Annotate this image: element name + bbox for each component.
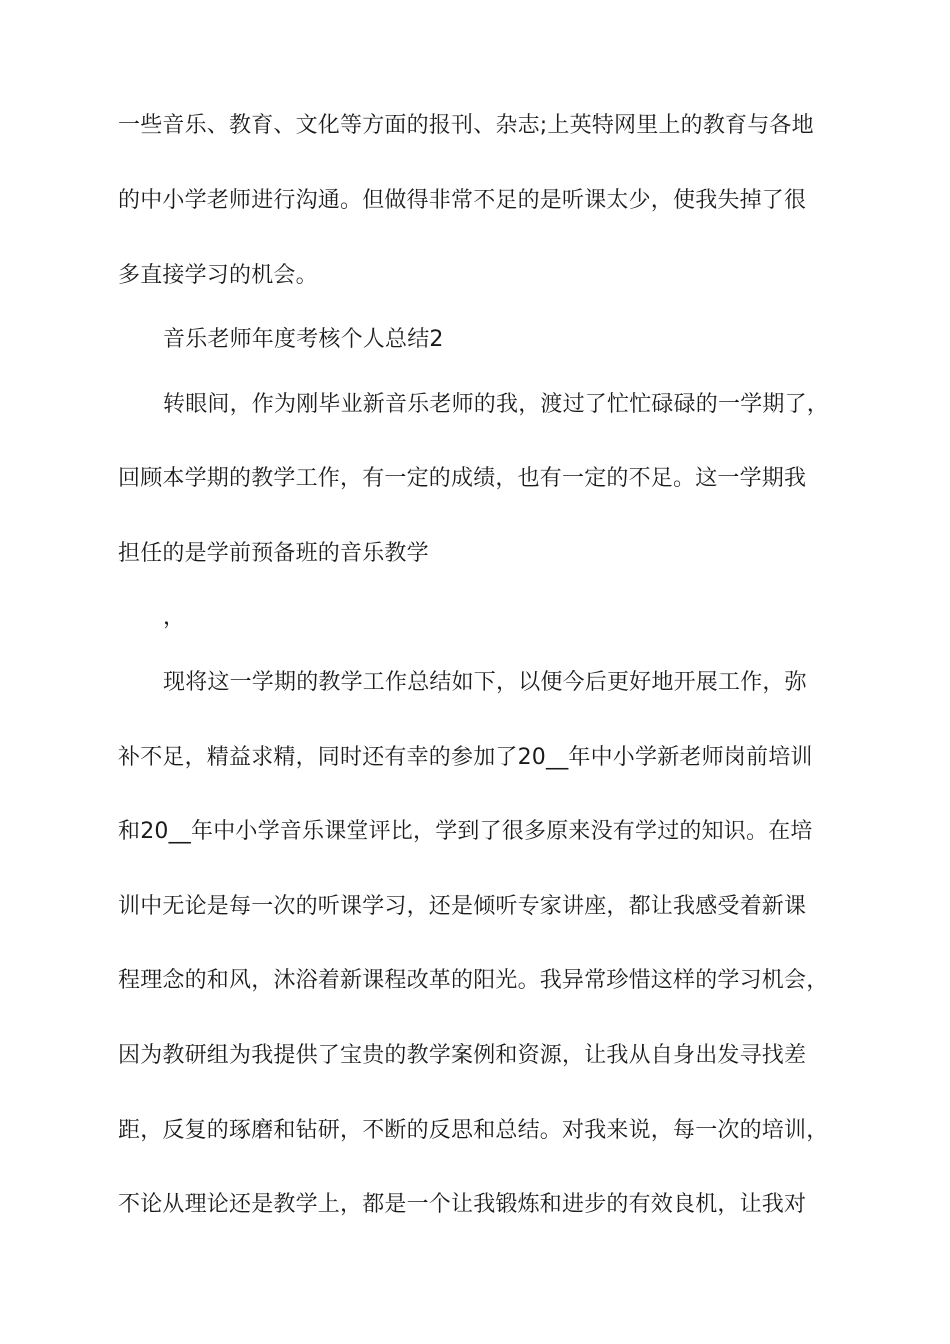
text-line: 的中小学老师进行沟通。但做得非常不足的是听课太少，使我失掉了很 bbox=[118, 188, 807, 213]
text-line: 距，反复的琢磨和钻研，不断的反思和总结。对我来说，每一次的培训， bbox=[118, 1118, 829, 1143]
text-line: 多直接学习的机会。 bbox=[118, 263, 318, 288]
text-line: 担任的是学前预备班的音乐教学 bbox=[118, 541, 429, 566]
section-heading: 音乐老师年度考核个人总结2 bbox=[163, 327, 444, 352]
text-line: 不论从理论还是教学上，都是一个让我锻炼和进步的有效良机，让我对 bbox=[118, 1192, 807, 1217]
text-line: 因为教研组为我提供了宝贵的教学案例和资源，让我从自身出发寻找差 bbox=[118, 1043, 807, 1068]
text-line: 补不足，精益求精，同时还有幸的参加了20__年中小学新老师岗前培训 bbox=[118, 745, 813, 770]
text-line: 程理念的和风，沐浴着新课程改革的阳光。我异常珍惜这样的学习机会， bbox=[118, 968, 829, 993]
text-line: 转眼间，作为刚毕业新音乐老师的我，渡过了忙忙碌碌的一学期了， bbox=[163, 392, 830, 417]
text-line: 和20__年中小学音乐课堂评比，学到了很多原来没有学过的知识。在培 bbox=[118, 819, 813, 844]
text-line: 回顾本学期的教学工作，有一定的成绩，也有一定的不足。这一学期我 bbox=[118, 466, 807, 491]
text-line: 一些音乐、教育、文化等方面的报刊、杂志;上英特网里上的教育与各地 bbox=[118, 113, 814, 138]
text-line: 现将这一学期的教学工作总结如下，以便今后更好地开展工作，弥 bbox=[163, 670, 807, 695]
text-line: 训中无论是每一次的听课学习，还是倾听专家讲座，都让我感受着新课 bbox=[118, 894, 807, 919]
text-line: ， bbox=[163, 605, 186, 630]
